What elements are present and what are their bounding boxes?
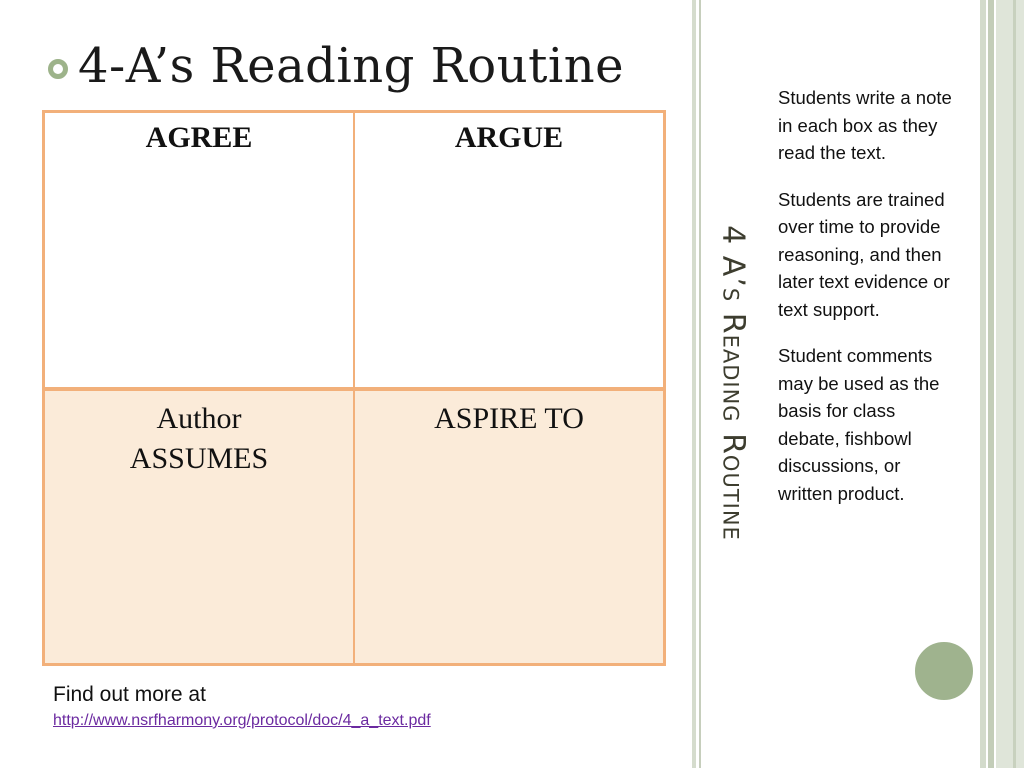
side-divider-inner xyxy=(699,0,701,768)
decor-stripe xyxy=(988,0,994,768)
grid-cell-assumes xyxy=(44,388,354,664)
notes-panel xyxy=(778,84,953,526)
side-divider xyxy=(692,0,696,768)
circle-bullet-icon xyxy=(48,59,68,79)
slide-title: 4-A’s Reading Routine xyxy=(78,38,625,94)
decor-stripe xyxy=(996,0,1024,768)
title-row xyxy=(48,30,624,102)
decor-stripe xyxy=(1013,0,1016,768)
note-paragraph: Students write a note in each box as they read the text. xyxy=(778,87,952,163)
grid-cell-aspire: ASPIRE TO xyxy=(354,388,664,664)
note-paragraph: Student comments may be used as the basis for class debate, fishbowl discussions, or written product. xyxy=(778,345,940,504)
grid-cell-agree: AGREE xyxy=(44,112,354,388)
find-more-label: Find out more at xyxy=(53,683,206,706)
decor-stripe xyxy=(980,0,986,768)
resource-link[interactable]: http://www.nsrfharmony.org/protocol/doc/4_a_text.pdf xyxy=(53,712,431,729)
four-as-grid xyxy=(42,110,666,666)
note-paragraph: Students are trained over time to provide reasoning, and then later text evidence or text support. xyxy=(778,188,950,320)
grid-cell-assumes-line2: ASSUMES xyxy=(129,442,269,475)
vertical-section-title: 4 A’s Reading Routine xyxy=(715,225,751,541)
grid-cell-argue: ARGUE xyxy=(354,112,664,388)
decorative-circle-icon xyxy=(913,640,975,702)
grid-cell-assumes-line1: Author xyxy=(156,402,242,435)
